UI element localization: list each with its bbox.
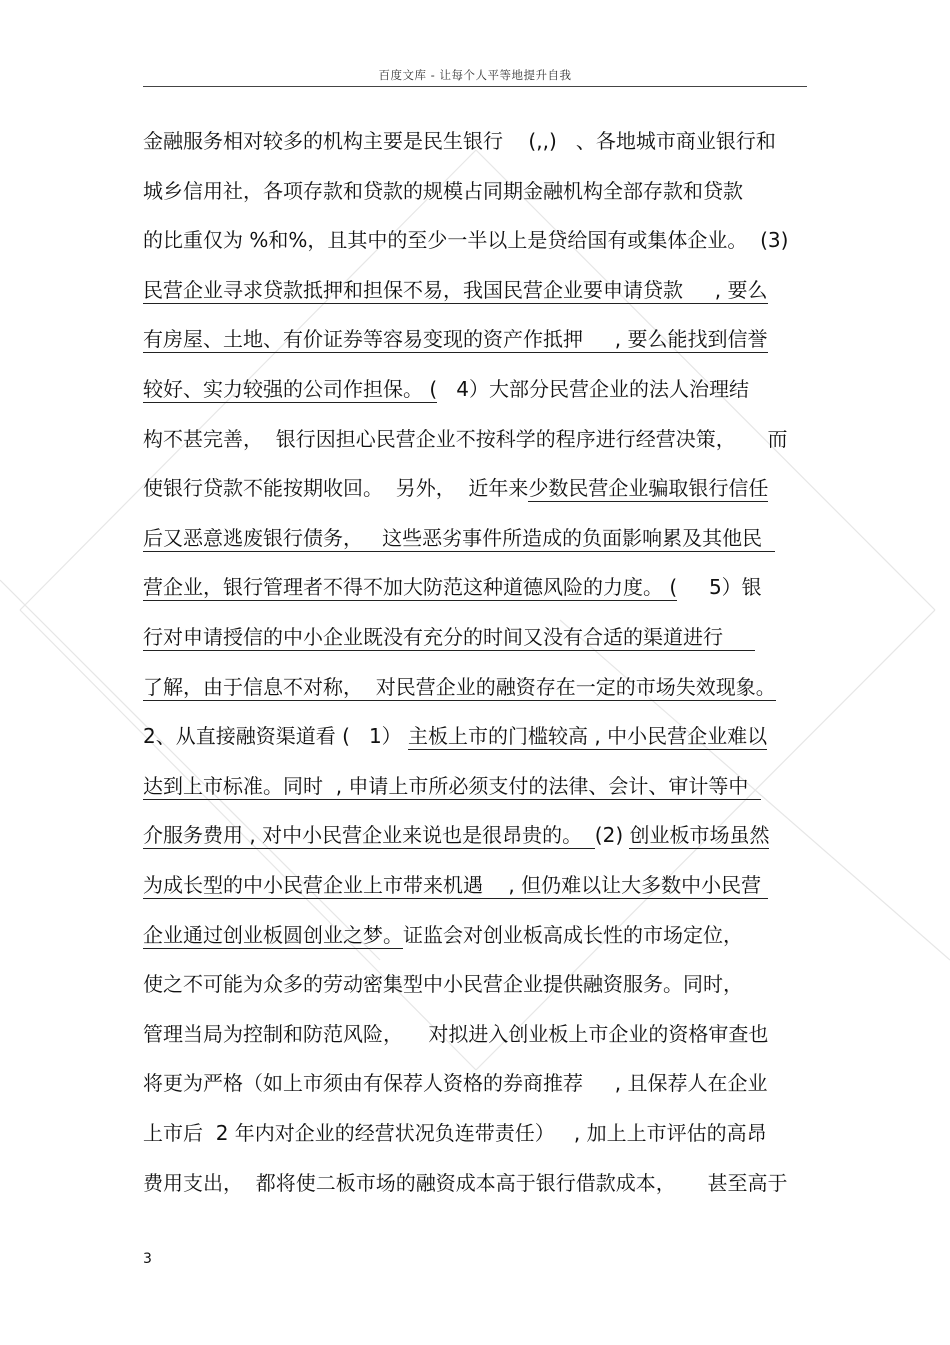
text-segment: 费用支出， 都将使二板市场的融资成本高于银行借款成本， 甚至高于: [143, 1170, 788, 1195]
text-line: [143, 525, 775, 551]
text-segment: 2、从直接融资渠道看 ( 1）: [143, 724, 409, 749]
text-line: [143, 822, 769, 848]
text-segment: 的比重仅为 %和%，且其中的至少一半以上是贷给国有或集体企业。 (3): [143, 228, 789, 253]
text-line: [143, 1120, 767, 1146]
text-segment: 管理当局为控制和防范风险， 对拟进入创业板上市企业的资格审查也: [143, 1021, 769, 1046]
page-number: 3: [143, 1251, 152, 1267]
text-line: [143, 1021, 768, 1047]
text-line: [143, 971, 743, 997]
text-segment: 证监会对创业板高成长性的市场定位，: [403, 922, 743, 947]
text-line: [143, 674, 776, 700]
text-segment: 4）大部分民营企业的法人治理结: [437, 377, 749, 401]
text-segment: 5）银: [677, 575, 762, 600]
text-line: [143, 227, 788, 253]
text-line: [143, 376, 749, 402]
text-line: [143, 922, 743, 948]
text-segment: (2): [594, 823, 630, 848]
text-segment: 使之不可能为众多的劳动密集型中小民营企业提供融资服务。同时，: [143, 972, 743, 997]
text-line: [143, 475, 768, 501]
underlined-text-segment: 少数民营企业骗取银行信任: [528, 476, 769, 501]
underlined-text-segment: 主板上市的门槛较高 , 中小民营企业难以: [408, 724, 768, 749]
underlined-text-segment: 民营企业寻求贷款抵押和担保不易，我国民营企业要申请贷款 , 要么: [143, 277, 768, 302]
page-header: 百度文库 - 让每个人平等地提升自我: [378, 68, 572, 82]
underlined-text-segment: 企业通过创业板圆创业之梦。: [143, 922, 403, 947]
text-segment: 构不甚完善， 银行因担心民营企业不按科学的程序进行经营决策， 而: [143, 426, 788, 451]
underlined-text-segment: 介服务费用 , 对中小民营企业来说也是很昂贵的。: [143, 823, 595, 848]
underlined-text-segment: 较好、实力较强的公司作担保。 (: [143, 377, 438, 401]
underlined-text-segment: 达到上市标准。同时 , 申请上市所必须支付的法律、会计、审计等中: [143, 773, 762, 798]
text-line: [143, 624, 755, 650]
text-segment: 上市后 2 年内对企业的经营状况负连带责任） , 加上上市评估的高昂: [143, 1121, 767, 1145]
text-line: [143, 574, 762, 600]
text-line: [143, 277, 768, 303]
text-line: [143, 723, 767, 749]
text-line: [143, 773, 761, 799]
text-line: [143, 1070, 768, 1096]
underlined-text-segment: 营企业，银行管理者不得不加大防范这种道德风险的力度。 (: [143, 575, 678, 600]
text-line: [143, 872, 768, 898]
text-segment: 使银行贷款不能按期收回。 另外， 近年来: [143, 476, 529, 501]
text-line: [143, 178, 743, 204]
underlined-text-segment: 有房屋、土地、有价证券等容易变现的资产作抵押 , 要么能找到信誉: [143, 327, 768, 352]
underlined-text-segment: 后又恶意逃废银行债务， 这些恶劣事件所造成的负面影响累及其他民: [143, 525, 775, 550]
header-rule: [143, 86, 807, 87]
text-line: [143, 326, 768, 352]
underlined-text-segment: 为成长型的中小民营企业上市带来机遇 , 但仍难以让大多数中小民营: [143, 873, 768, 897]
underlined-text-segment: 行对申请授信的中小企业既没有充分的时间又没有合适的渠道进行: [143, 625, 755, 649]
text-segment: 城乡信用社，各项存款和贷款的规模占同期金融机构全部存款和贷款: [143, 178, 743, 203]
text-line: [143, 128, 776, 154]
text-line: [143, 426, 788, 452]
underlined-text-segment: 创业板市场虽然: [629, 823, 770, 848]
text-segment: 金融服务相对较多的机构主要是民生银行 (,,) 、各地城市商业银行和: [143, 129, 776, 153]
text-segment: 将更为严格（如上市须由有保荐人资格的券商推荐 , 且保荐人在企业: [143, 1071, 768, 1096]
underlined-text-segment: 了解，由于信息不对称， 对民营企业的融资存在一定的市场失效现象。: [143, 674, 776, 699]
text-line: [143, 1170, 788, 1196]
